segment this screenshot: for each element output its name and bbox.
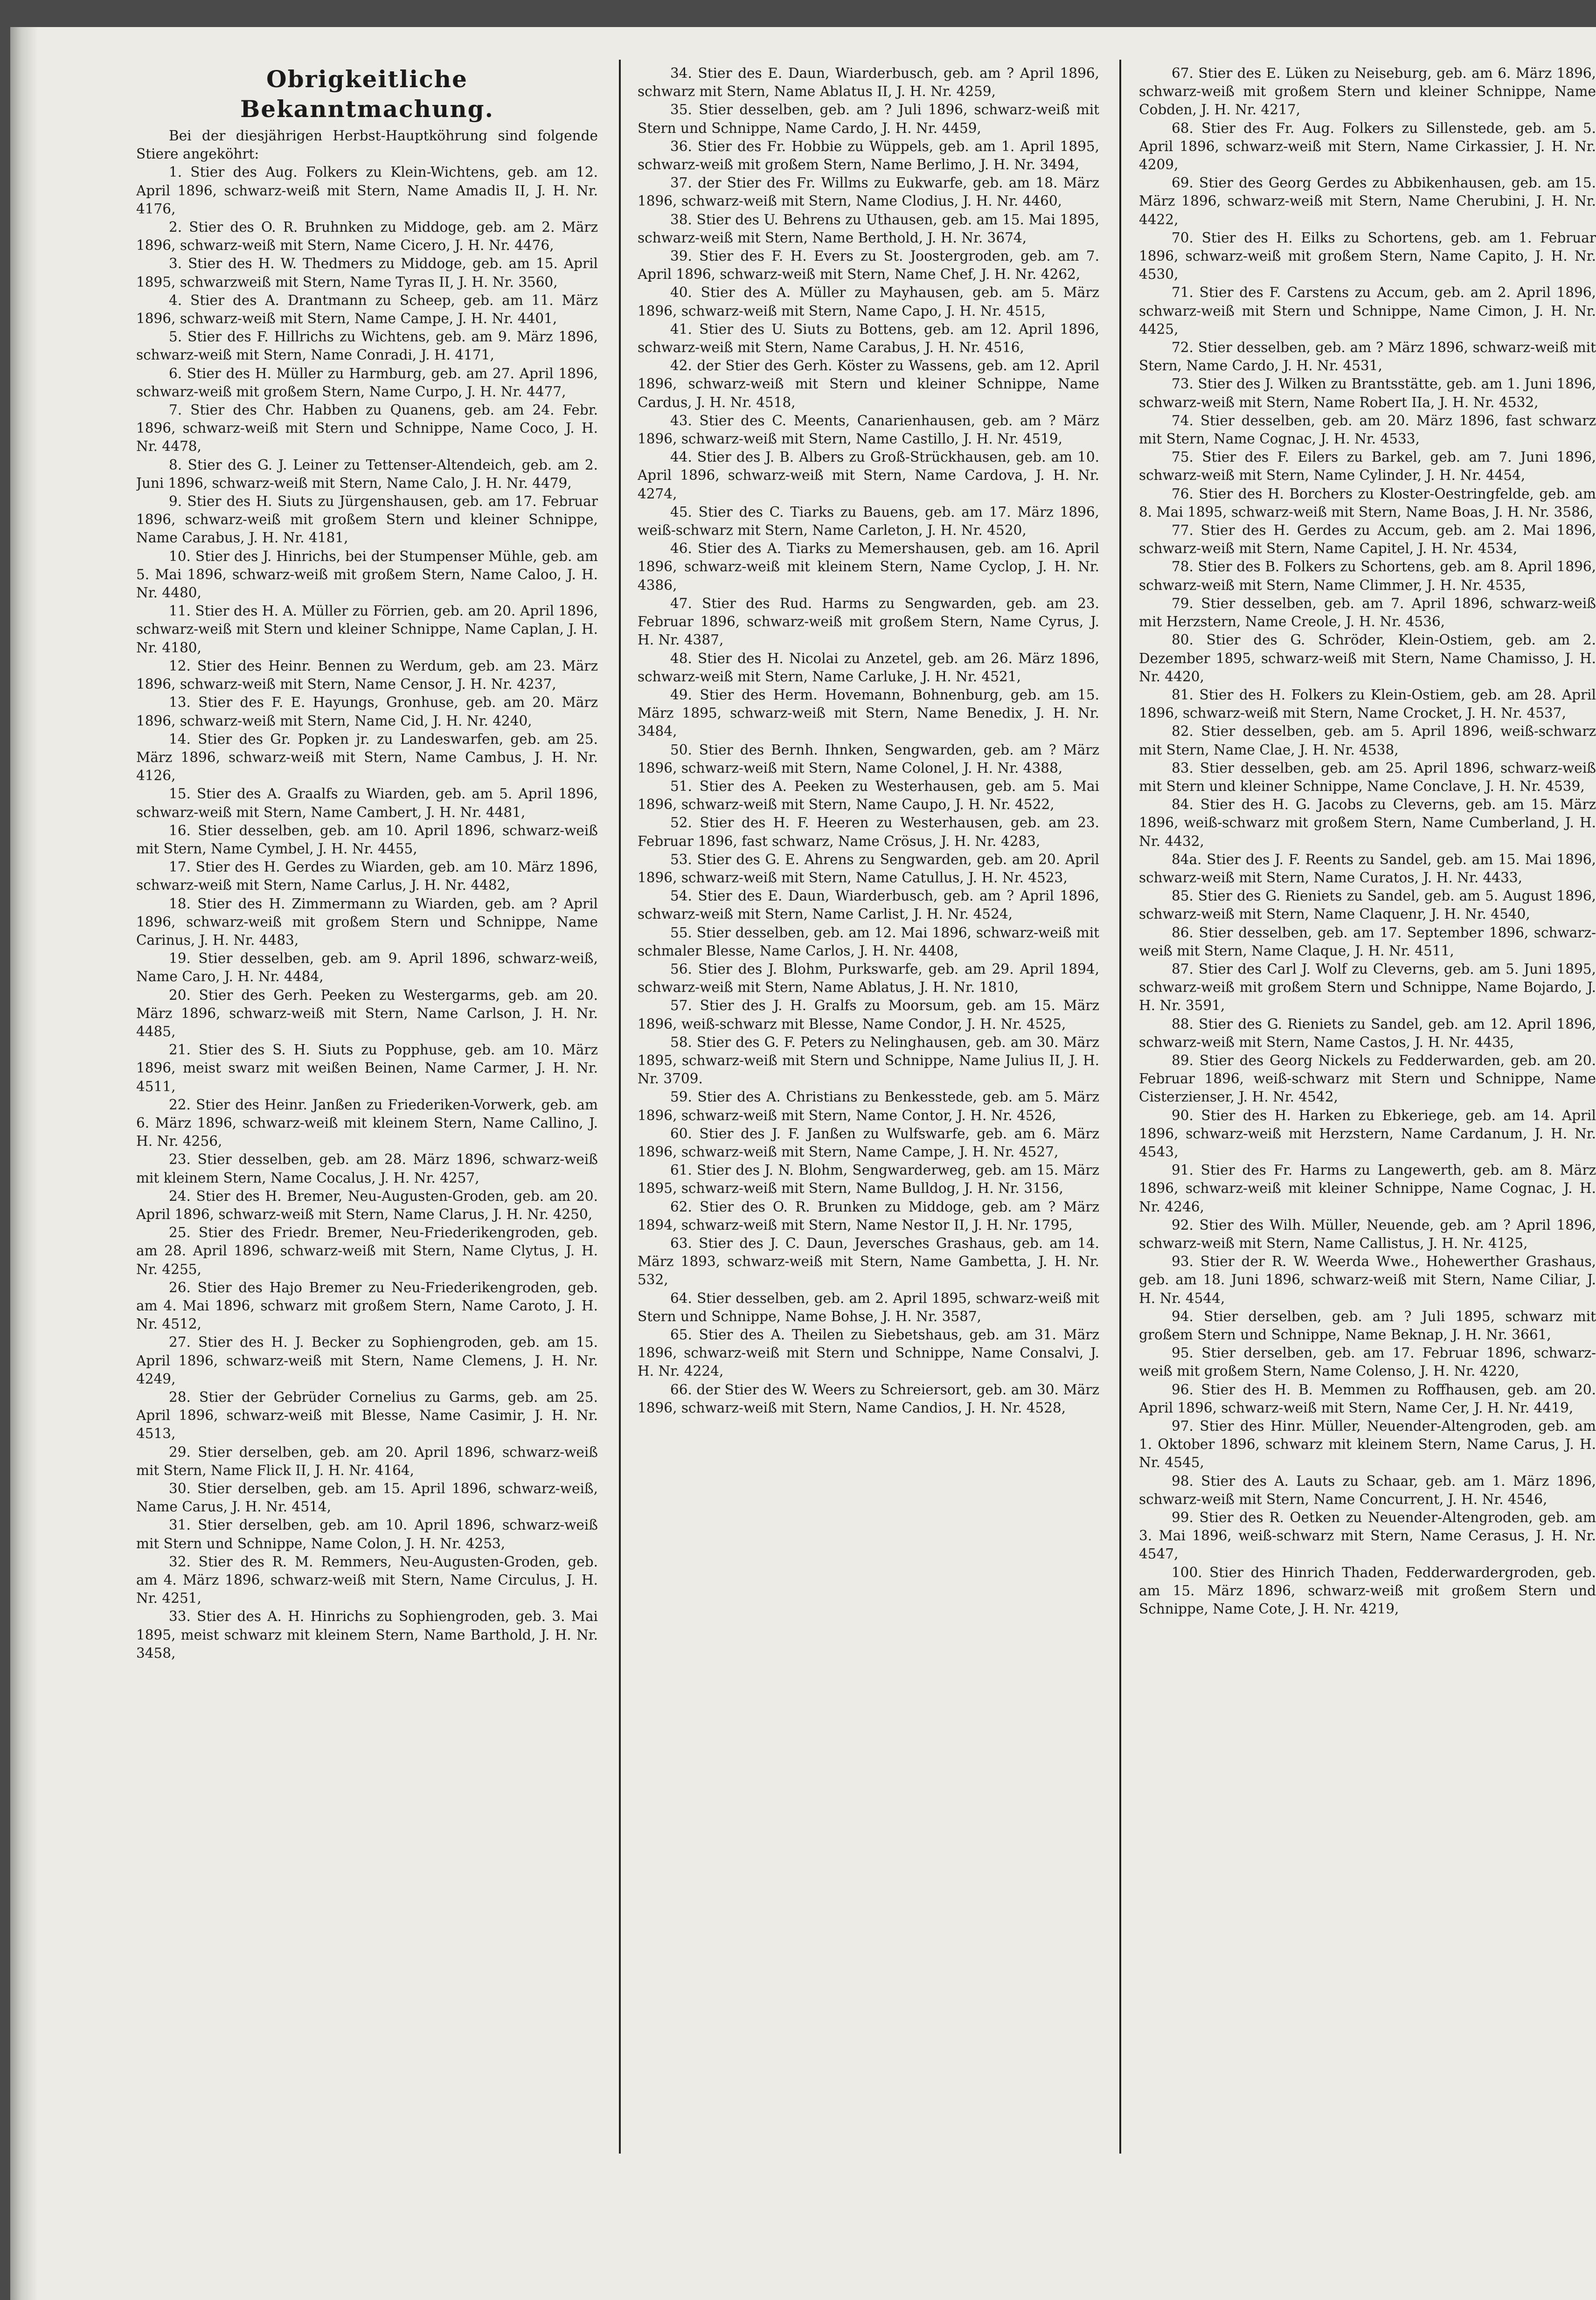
bull-entry: 63. Stier des J. C. Daun, Jeversches Grashaus, geb. am 14. März 1893, schwarz-weiß mit Stern, Name Gambetta, J. H. Nr. 532,: [638, 1235, 1099, 1288]
bull-entry: 7. Stier des Chr. Habben zu Quanens, geb. am 24. Febr. 1896, schwarz-weiß mit Stern und Schnippe, Name Coco, J. H. Nr. 4478,: [136, 402, 598, 455]
bull-entry: 35. Stier desselben, geb. am ? Juli 1896, schwarz-weiß mit Stern und Schnippe, Name Cardo, J. H. Nr. 4459,: [638, 102, 1099, 136]
bull-entry: 49. Stier des Herm. Hovemann, Bohnenburg, geb. am 15. März 1895, schwarz-weiß mit Stern, Name Benedix, J. H. Nr. 3484,: [638, 686, 1099, 740]
bull-entry: 97. Stier des Hinr. Müller, Neuender-Altengroden, geb. am 1. Oktober 1896, schwarz mit kleinem Stern, Name Carus, J. H. Nr. 4545,: [1139, 1418, 1596, 1471]
bull-entry: 6. Stier des H. Müller zu Harmburg, geb. am 27. April 1896, schwarz-weiß mit großem Stern, Name Curpo, J. H. Nr. 4477,: [136, 365, 598, 400]
bull-entry: 25. Stier des Friedr. Bremer, Neu-Friederikengroden, geb. am 28. April 1896, schwarz-weiß mit Stern, Name Clytus, J. H. Nr. 4255,: [136, 1225, 598, 1277]
notice-intro: Bei der diesjährigen Herbst-Hauptköhrung sind folgende Stiere angeköhrt:: [136, 128, 598, 162]
bull-entry: 88. Stier des G. Rieniets zu Sandel, geb. am 12. April 1896, schwarz-weiß mit Stern, Name Castos, J. H. Nr. 4435,: [1139, 1016, 1596, 1050]
bull-entry: 95. Stier derselben, geb. am 17. Februar 1896, schwarz-weiß mit großem Stern, Name Colenso, J. H. Nr. 4220,: [1139, 1345, 1596, 1379]
bull-entry: 65. Stier des A. Theilen zu Siebetshaus, geb. am 31. März 1896, schwarz-weiß mit Stern und Schnippe, Name Consalvi, J. H. Nr. 4224,: [638, 1327, 1099, 1379]
bull-entry: 71. Stier des F. Carstens zu Accum, geb. am 2. April 1896, schwarz-weiß mit Stern und Schnippe, Name Cimon, J. H. Nr. 4425,: [1139, 284, 1596, 337]
bull-entry: 43. Stier des C. Meents, Canarienhausen, geb. am ? März 1896, schwarz-weiß mit Stern, Name Castillo, J. H. Nr. 4519,: [638, 412, 1099, 447]
bull-entry: 61. Stier des J. N. Blohm, Sengwarderweg, geb. am 15. März 1895, schwarz-weiß mit Stern, Name Bulldog, J. H. Nr. 3156,: [638, 1162, 1099, 1197]
page-spine-shadow: [10, 27, 38, 2300]
bull-entry: 75. Stier des F. Eilers zu Barkel, geb. am 7. Juni 1896, schwarz-weiß mit Stern, Name Cylinder, J. H. Nr. 4454,: [1139, 449, 1596, 484]
bull-entry: 56. Stier des J. Blohm, Purkswarfe, geb. am 29. April 1894, schwarz-weiß mit Stern, Name Ablatus, J. H. Nr. 1810,: [638, 961, 1099, 996]
bull-entry: 11. Stier des H. A. Müller zu Förrien, geb. am 20. April 1896, schwarz-weiß mit Stern und kleiner Schnippe, Name Caplan, J. H. Nr. 4180,: [136, 603, 598, 656]
bull-entry: 47. Stier des Rud. Harms zu Sengwarden, geb. am 23. Februar 1896, schwarz-weiß mit großem Stern, Name Cyrus, J. H. Nr. 4387,: [638, 595, 1099, 648]
bull-entry: 77. Stier des H. Gerdes zu Accum, geb. am 2. Mai 1896, schwarz-weiß mit Stern, Name Capitel, J. H. Nr. 4534,: [1139, 522, 1596, 557]
text-column-1: [136, 64, 598, 2247]
bull-entry: 78. Stier des B. Folkers zu Schortens, geb. am 8. April 1896, schwarz-weiß mit Stern, Name Climmer, J. H. Nr. 4535,: [1139, 559, 1596, 593]
bull-entry: 45. Stier des C. Tiarks zu Bauens, geb. am 17. März 1896, weiß-schwarz mit Stern, Name Carleton, J. H. Nr. 4520,: [638, 504, 1099, 539]
bull-entry: 8. Stier des G. J. Leiner zu Tettenser-Altendeich, geb. am 2. Juni 1896, schwarz-weiß mit Stern, Name Calo, J. H. Nr. 4479,: [136, 457, 598, 491]
bull-entry: 4. Stier des A. Drantmann zu Scheep, geb. am 11. März 1896, schwarz-weiß mit Stern, Name Campe, J. H. Nr. 4401,: [136, 292, 598, 327]
bull-entry: 51. Stier des A. Peeken zu Westerhausen, geb. am 5. Mai 1896, schwarz-weiß mit Stern, Name Caupo, J. H. Nr. 4522,: [638, 778, 1099, 813]
bull-entry: 83. Stier desselben, geb. am 25. April 1896, schwarz-weiß mit Stern und kleiner Schnippe, Name Conclave, J. H. Nr. 4539,: [1139, 760, 1596, 794]
bull-entry: 2. Stier des O. R. Bruhnken zu Middoge, geb. am 2. März 1896, schwarz-weiß mit Stern, Name Cicero, J. H. Nr. 4476,: [136, 219, 598, 254]
bull-entry: 96. Stier des H. B. Memmen zu Roffhausen, geb. am 20. April 1896, schwarz-weiß mit Stern, Name Cer, J. H. Nr. 4419,: [1139, 1381, 1596, 1416]
bull-entry: 36. Stier des Fr. Hobbie zu Wüppels, geb. am 1. April 1895, schwarz-weiß mit großem Stern, Name Berlimo, J. H. Nr. 3494,: [638, 138, 1099, 173]
column-rule: [1119, 60, 1121, 2154]
entry-list-1: [136, 163, 598, 1663]
bull-entry: 89. Stier des Georg Nickels zu Fedderwarden, geb. am 20. Februar 1896, weiß-schwarz mit Stern und Schnippe, Name Cisterzienser, J. H. Nr. 4542,: [1139, 1052, 1596, 1105]
bull-entry: 41. Stier des U. Siuts zu Bottens, geb. am 12. April 1896, schwarz-weiß mit Stern, Name Carabus, J. H. Nr. 4516,: [638, 321, 1099, 356]
bull-entry: 55. Stier desselben, geb. am 12. Mai 1896, schwarz-weiß mit schmaler Blesse, Name Carlos, J. H. Nr. 4408,: [638, 924, 1099, 959]
bull-entry: 28. Stier der Gebrüder Cornelius zu Garms, geb. am 25. April 1896, schwarz-weiß mit Blesse, Name Casimir, J. H. Nr. 4513,: [136, 1389, 598, 1442]
bull-entry: 13. Stier des F. E. Hayungs, Gronhuse, geb. am 20. März 1896, schwarz-weiß mit Stern, Name Cid, J. H. Nr. 4240,: [136, 694, 598, 729]
bull-entry: 20. Stier des Gerh. Peeken zu Westergarms, geb. am 20. März 1896, schwarz-weiß mit Stern, Name Carlson, J. H. Nr. 4485,: [136, 987, 598, 1039]
bull-entry: 99. Stier des R. Oetken zu Neuender-Altengroden, geb. am 3. Mai 1896, weiß-schwarz mit Stern, Name Cerasus, J. H. Nr. 4547,: [1139, 1510, 1596, 1562]
bull-entry: 14. Stier des Gr. Popken jr. zu Landeswarfen, geb. am 25. März 1896, schwarz-weiß mit Stern, Name Cambus, J. H. Nr. 4126,: [136, 731, 598, 784]
bull-entry: 42. der Stier des Gerh. Köster zu Wassens, geb. am 12. April 1896, schwarz-weiß mit Stern und kleiner Schnippe, Name Cardus, J. H. Nr. 4518,: [638, 358, 1099, 410]
bull-entry: 84a. Stier des J. F. Reents zu Sandel, geb. am 15. Mai 1896, schwarz-weiß mit Stern, Name Curatos, J. H. Nr. 4433,: [1139, 851, 1596, 886]
bull-entry: 26. Stier des Hajo Bremer zu Neu-Friederikengroden, geb. am 4. Mai 1896, schwarz mit großem Stern, Name Caroto, J. H. Nr. 4512,: [136, 1279, 598, 1332]
bull-entry: 79. Stier desselben, geb. am 7. April 1896, schwarz-weiß mit Herzstern, Name Creole, J. H. Nr. 4536,: [1139, 595, 1596, 630]
notice-heading: Obrigkeitliche Bekanntmachung.: [240, 65, 494, 123]
bull-entry: 44. Stier des J. B. Albers zu Groß-Strückhausen, geb. am 10. April 1896, schwarz-weiß mit Stern, Name Cardova, J. H. Nr. 4274,: [638, 449, 1099, 502]
bull-entry: 9. Stier des H. Siuts zu Jürgenshausen, geb. am 17. Februar 1896, schwarz-weiß mit großem Stern und kleiner Schnippe, Name Carabus, J. H. Nr. 4181,: [136, 493, 598, 546]
bull-entry: 93. Stier der R. W. Weerda Wwe., Hohewerther Grashaus, geb. am 18. Juni 1896, schwarz-weiß mit Stern, Name Ciliar, J. H. Nr. 4544,: [1139, 1254, 1596, 1306]
newspaper-page: [10, 27, 1596, 2300]
bull-entry: 72. Stier desselben, geb. am ? März 1896, schwarz-weiß mit Stern, Name Cardo, J. H. Nr. 4531,: [1139, 339, 1596, 374]
bull-entry: 94. Stier derselben, geb. am ? Juli 1895, schwarz mit großem Stern und Schnippe, Name Beknap, J. H. Nr. 3661,: [1139, 1308, 1596, 1343]
bull-entry: 33. Stier des A. H. Hinrichs zu Sophiengroden, geb. 3. Mai 1895, meist schwarz mit kleinem Stern, Name Barthold, J. H. Nr. 3458,: [136, 1608, 598, 1661]
bull-entry: 69. Stier des Georg Gerdes zu Abbikenhausen, geb. am 15. März 1896, schwarz-weiß mit Stern, Name Cherubini, J. H. Nr. 4422,: [1139, 175, 1596, 228]
bull-entry: 100. Stier des Hinrich Thaden, Fedderwardergroden, geb. am 15. März 1896, schwarz-weiß mit großem Stern und Schnippe, Name Cote, J. H. Nr. 4219,: [1139, 1564, 1596, 1617]
bull-entry: 92. Stier des Wilh. Müller, Neuende, geb. am ? April 1896, schwarz-weiß mit Stern, Name Callistus, J. H. Nr. 4125,: [1139, 1217, 1596, 1251]
bull-entry: 48. Stier des H. Nicolai zu Anzetel, geb. am 26. März 1896, schwarz-weiß mit Stern, Name Carluke, J. H. Nr. 4521,: [638, 650, 1099, 685]
bull-entry: 3. Stier des H. W. Thedmers zu Middoge, geb. am 15. April 1895, schwarzweiß mit Stern, Name Tyras II, J. H. Nr. 3560,: [136, 256, 598, 290]
bull-entry: 84. Stier des H. G. Jacobs zu Cleverns, geb. am 15. März 1896, weiß-schwarz mit großem Stern, Name Cumberland, J. H. Nr. 4432,: [1139, 797, 1596, 849]
bull-entry: 40. Stier des A. Müller zu Mayhausen, geb. am 5. März 1896, schwarz-weiß mit Stern, Name Capo, J. H. Nr. 4515,: [638, 284, 1099, 319]
bull-entry: 54. Stier des E. Daun, Wiarderbusch, geb. am ? April 1896, schwarz-weiß mit Stern, Name Carlist, J. H. Nr. 4524,: [638, 888, 1099, 922]
bull-entry: 85. Stier des G. Rieniets zu Sandel, geb. am 5. August 1896, schwarz-weiß mit Stern, Name Claquenr, J. H. Nr. 4540,: [1139, 888, 1596, 922]
bull-entry: 66. der Stier des W. Weers zu Schreiersort, geb. am 30. März 1896, schwarz-weiß mit Stern, Name Candios, J. H. Nr. 4528,: [638, 1381, 1099, 1416]
bull-entry: 22. Stier des Heinr. Janßen zu Friederiken-Vorwerk, geb. am 6. März 1896, schwarz-weiß mit kleinem Stern, Name Callino, J. H. Nr. 4256,: [136, 1096, 598, 1150]
bull-entry: 1. Stier des Aug. Folkers zu Klein-Wichtens, geb. am 12. April 1896, schwarz-weiß mit Stern, Name Amadis II, J. H. Nr. 4176,: [136, 164, 598, 217]
bull-entry: 67. Stier des E. Lüken zu Neiseburg, geb. am 6. März 1896, schwarz-weiß mit großem Stern und kleiner Schnippe, Name Cobden, J. H. Nr. 4217,: [1139, 65, 1596, 118]
bull-entry: 87. Stier des Carl J. Wolf zu Cleverns, geb. am 5. Juni 1895, schwarz-weiß mit großem Stern und Schnippe, Name Bojardo, J. H. Nr. 3591,: [1139, 961, 1596, 1014]
bull-entry: 80. Stier des G. Schröder, Klein-Ostiem, geb. am 2. Dezember 1895, schwarz-weiß mit Stern, Name Chamisso, J. H. Nr. 4420,: [1139, 632, 1596, 685]
bull-entry: 31. Stier derselben, geb. am 10. April 1896, schwarz-weiß mit Stern und Schnippe, Name Colon, J. H. Nr. 4253,: [136, 1517, 598, 1552]
bull-entry: 29. Stier derselben, geb. am 20. April 1896, schwarz-weiß mit Stern, Name Flick II, J. H. Nr. 4164,: [136, 1444, 598, 1478]
bull-entry: 86. Stier desselben, geb. am 17. September 1896, schwarz-weiß mit Stern, Name Claque, J. H. Nr. 4511,: [1139, 924, 1596, 959]
bull-entry: 34. Stier des E. Daun, Wiarderbusch, geb. am ? April 1896, schwarz mit Stern, Name Ablatus II, J. H. Nr. 4259,: [638, 65, 1099, 100]
column-rule: [619, 60, 621, 2154]
bull-entry: 23. Stier desselben, geb. am 28. März 1896, schwarz-weiß mit kleinem Stern, Name Cocalus, J. H. Nr. 4257,: [136, 1151, 598, 1186]
bull-entry: 21. Stier des S. H. Siuts zu Popphuse, geb. am 10. März 1896, meist swarz mit weißen Beinen, Name Carmer, J. H. Nr. 4511,: [136, 1042, 598, 1095]
bull-entry: 46. Stier des A. Tiarks zu Memershausen, geb. am 16. April 1896, schwarz-weiß mit kleinem Stern, Name Cyclop, J. H. Nr. 4386,: [638, 540, 1099, 593]
bull-entry: 10. Stier des J. Hinrichs, bei der Stumpenser Mühle, geb. am 5. Mai 1896, schwarz-weiß mit großem Stern, Name Caloo, J. H. Nr. 4480,: [136, 548, 598, 601]
bull-entry: 32. Stier des R. M. Remmers, Neu-Augusten-Groden, geb. am 4. März 1896, schwarz-weiß mit Stern, Name Circulus, J. H. Nr. 4251,: [136, 1553, 598, 1607]
bull-entry: 91. Stier des Fr. Harms zu Langewerth, geb. am 8. März 1896, schwarz-weiß mit kleiner Schnippe, Name Cognac, J. H. Nr. 4246,: [1139, 1162, 1596, 1215]
bull-entry: 37. der Stier des Fr. Willms zu Eukwarfe, geb. am 18. März 1896, schwarz-weiß mit Stern, Name Clodius, J. H. Nr. 4460,: [638, 175, 1099, 209]
bull-entry: 53. Stier des G. E. Ahrens zu Sengwarden, geb. am 20. April 1896, schwarz-weiß mit Stern, Name Catullus, J. H. Nr. 4523,: [638, 851, 1099, 886]
bull-entry: 38. Stier des U. Behrens zu Uthausen, geb. am 15. Mai 1895, schwarz-weiß mit Stern, Name Berthold, J. H. Nr. 3674,: [638, 211, 1099, 246]
entry-list-2: [638, 64, 1099, 1417]
bull-entry: 98. Stier des A. Lauts zu Schaar, geb. am 1. März 1896, schwarz-weiß mit Stern, Name Concurrent, J. H. Nr. 4546,: [1139, 1473, 1596, 1507]
bull-entry: 39. Stier des F. H. Evers zu St. Joostergroden, geb. am 7. April 1896, schwarz-weiß mit Stern, Name Chef, J. H. Nr. 4262,: [638, 248, 1099, 283]
bull-entry: 12. Stier des Heinr. Bennen zu Werdum, geb. am 23. März 1896, schwarz-weiß mit Stern, Name Censor, J. H. Nr. 4237,: [136, 658, 598, 693]
bull-entry: 76. Stier des H. Borchers zu Kloster-Oestringfelde, geb. am 8. Mai 1895, schwarz-weiß mit Stern, Name Boas, J. H. Nr. 3586,: [1139, 485, 1596, 520]
bull-entry: 30. Stier derselben, geb. am 15. April 1896, schwarz-weiß, Name Carus, J. H. Nr. 4514,: [136, 1481, 598, 1515]
bull-entry: 18. Stier des H. Zimmermann zu Wiarden, geb. am ? April 1896, schwarz-weiß mit großem Stern und Schnippe, Name Carinus, J. H. Nr. 4483,: [136, 895, 598, 948]
bull-entry: 50. Stier des Bernh. Ihnken, Sengwarden, geb. am ? März 1896, schwarz-weiß mit Stern, Name Colonel, J. H. Nr. 4388,: [638, 741, 1099, 776]
bull-entry: 62. Stier des O. R. Brunken zu Middoge, geb. am ? März 1894, schwarz-weiß mit Stern, Name Nestor II, J. H. Nr. 1795,: [638, 1198, 1099, 1233]
bull-entry: 19. Stier desselben, geb. am 9. April 1896, schwarz-weiß, Name Caro, J. H. Nr. 4484,: [136, 950, 598, 985]
bull-entry: 27. Stier des H. J. Becker zu Sophiengroden, geb. am 15. April 1896, schwarz-weiß mit Stern, Name Clemens, J. H. Nr. 4249,: [136, 1334, 598, 1387]
bull-entry: 16. Stier desselben, geb. am 10. April 1896, schwarz-weiß mit Stern, Name Cymbel, J. H. Nr. 4455,: [136, 822, 598, 857]
text-column-2: [638, 64, 1099, 2247]
bull-entry: 5. Stier des F. Hillrichs zu Wichtens, geb. am 9. März 1896, schwarz-weiß mit Stern, Name Conradi, J. H. 4171,: [136, 329, 598, 363]
bull-entry: 70. Stier des H. Eilks zu Schortens, geb. am 1. Februar 1896, schwarz-weiß mit großem Stern, Name Capito, J. H. Nr. 4530,: [1139, 229, 1596, 283]
bull-entry: 57. Stier des J. H. Gralfs zu Moorsum, geb. am 15. März 1896, weiß-schwarz mit Blesse, Name Condor, J. H. Nr. 4525,: [638, 998, 1099, 1032]
entry-list-3: [1139, 64, 1596, 1618]
bull-entry: 68. Stier des Fr. Aug. Folkers zu Sillenstede, geb. am 5. April 1896, schwarz-weiß mit Stern, Name Cirkassier, J. H. Nr. 4209,: [1139, 120, 1596, 173]
bull-entry: 73. Stier des J. Wilken zu Brantsstätte, geb. am 1. Juni 1896, schwarz-weiß mit Stern, Name Robert IIa, J. H. Nr. 4532,: [1139, 376, 1596, 410]
bull-entry: 81. Stier des H. Folkers zu Klein-Ostiem, geb. am 28. April 1896, schwarz-weiß mit Stern, Name Crocket, J. H. Nr. 4537,: [1139, 686, 1596, 721]
bull-entry: 17. Stier des H. Gerdes zu Wiarden, geb. am 10. März 1896, schwarz-weiß mit Stern, Name Carlus, J. H. Nr. 4482,: [136, 859, 598, 894]
bull-entry: 60. Stier des J. F. Janßen zu Wulfswarfe, geb. am 6. März 1896, schwarz-weiß mit Stern, Name Campe, J. H. Nr. 4527,: [638, 1125, 1099, 1160]
bull-entry: 24. Stier des H. Bremer, Neu-Augusten-Groden, geb. am 20. April 1896, schwarz-weiß mit Stern, Name Clarus, J. H. Nr. 4250,: [136, 1188, 598, 1222]
bull-entry: 52. Stier des H. F. Heeren zu Westerhausen, geb. am 23. Februar 1896, fast schwarz, Name Crösus, J. H. Nr. 4283,: [638, 815, 1099, 849]
text-column-3: [1139, 64, 1596, 2247]
bull-entry: 15. Stier des A. Graalfs zu Wiarden, geb. am 5. April 1896, schwarz-weiß mit Stern, Name Cambert, J. H. Nr. 4481,: [136, 786, 598, 820]
bull-entry: 90. Stier des H. Harken zu Ebkeriege, geb. am 14. April 1896, schwarz-weiß mit Herzstern, Name Cardanum, J. H. Nr. 4543,: [1139, 1107, 1596, 1160]
bull-entry: 74. Stier desselben, geb. am 20. März 1896, fast schwarz mit Stern, Name Cognac, J. H. Nr. 4533,: [1139, 412, 1596, 447]
bull-entry: 59. Stier des A. Christians zu Benkesstede, geb. am 5. März 1896, schwarz-weiß mit Stern, Name Contor, J. H. Nr. 4526,: [638, 1089, 1099, 1123]
bull-entry: 64. Stier desselben, geb. am 2. April 1895, schwarz-weiß mit Stern und Schnippe, Name Bohse, J. H. Nr. 3587,: [638, 1290, 1099, 1324]
bull-entry: 58. Stier des G. F. Peters zu Nelinghausen, geb. am 30. März 1895, schwarz-weiß mit Stern und Schnippe, Name Julius II, J. H. Nr. 3709.: [638, 1034, 1099, 1087]
bull-entry: 82. Stier desselben, geb. am 5. April 1896, weiß-schwarz mit Stern, Name Clae, J. H. Nr. 4538,: [1139, 723, 1596, 758]
